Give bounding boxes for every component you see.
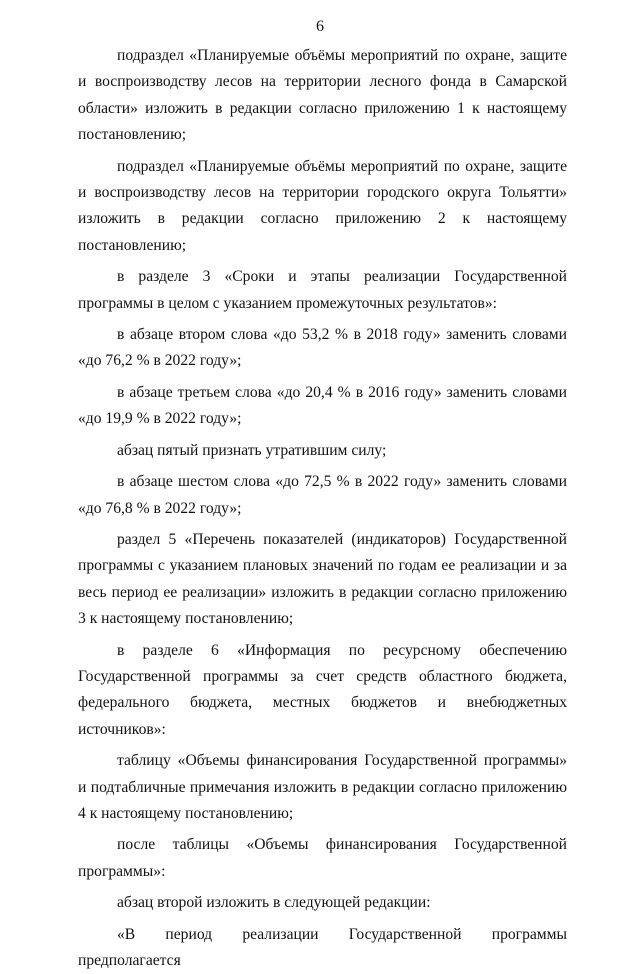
paragraph-abzac-2-change: в абзаце втором слова «до 53,2 % в 2018 году» заменить словами «до 76,2 % в 2022 году»; <box>78 326 567 370</box>
paragraph-togliatti-subsection: подраздел «Планируемые объёмы мероприятий по охране, защите и воспроизводству лесов на территории городского округа Тольятти» изложить в редакции согласно приложению 2 к настоящему постановлению; <box>78 157 567 254</box>
paragraph-section-5: раздел 5 «Перечень показателей (индикаторов) Государственной программы с указанием плановых значений по годам ее реализации и за весь период ее реализации» изложить в редакции согласно приложению 3 к настоящему постановлению; <box>78 530 567 628</box>
paragraph-abzac-6-change: в абзаце шестом слова «до 72,5 % в 2022 году» заменить словами «до 76,8 % в 2022 году»; <box>78 473 567 517</box>
paragraph-after-table: после таблицы «Объемы финансирования Государственной программы»: <box>78 836 567 880</box>
paragraph-abzac-5-void: абзац пятый признать утратившим силу; <box>117 441 387 459</box>
paragraph-funding-table: таблицу «Объемы финансирования Государственной программы» и подтабличные примечания изложить в редакции согласно приложению 4 к настоящему постановлению; <box>78 752 567 822</box>
paragraph-abzac-3-change: в абзаце третьем слова «до 20,4 % в 2016 году» заменить словами «до 19,9 % в 2022 году»; <box>78 383 567 428</box>
paragraph-quote-start: «В период реализации Государственной программы предполагается <box>78 925 567 969</box>
paragraph-section-3-intro: в разделе 3 «Сроки и этапы реализации Государственной программы в целом с указанием промежуточных результатов»: <box>78 268 567 312</box>
paragraph-forest-fund-subsection: подраздел «Планируемые объёмы мероприятий по охране, защите и воспроизводству лесов на территории лесного фонда в Самарской области» изложить в редакции согласно приложению 1 к настоящему постановлению; <box>78 47 567 144</box>
paragraph-section-6-intro: в разделе 6 «Информация по ресурсному обеспечению Государственной программы за счет средств областного бюджета, федерального бюджета, местных бюджетов и внебюджетных источников»: <box>78 641 567 738</box>
document-body <box>78 43 567 974</box>
paragraph-abzac-2-new: абзац второй изложить в следующей редакции: <box>117 894 431 912</box>
page-number: 6 <box>316 18 324 35</box>
